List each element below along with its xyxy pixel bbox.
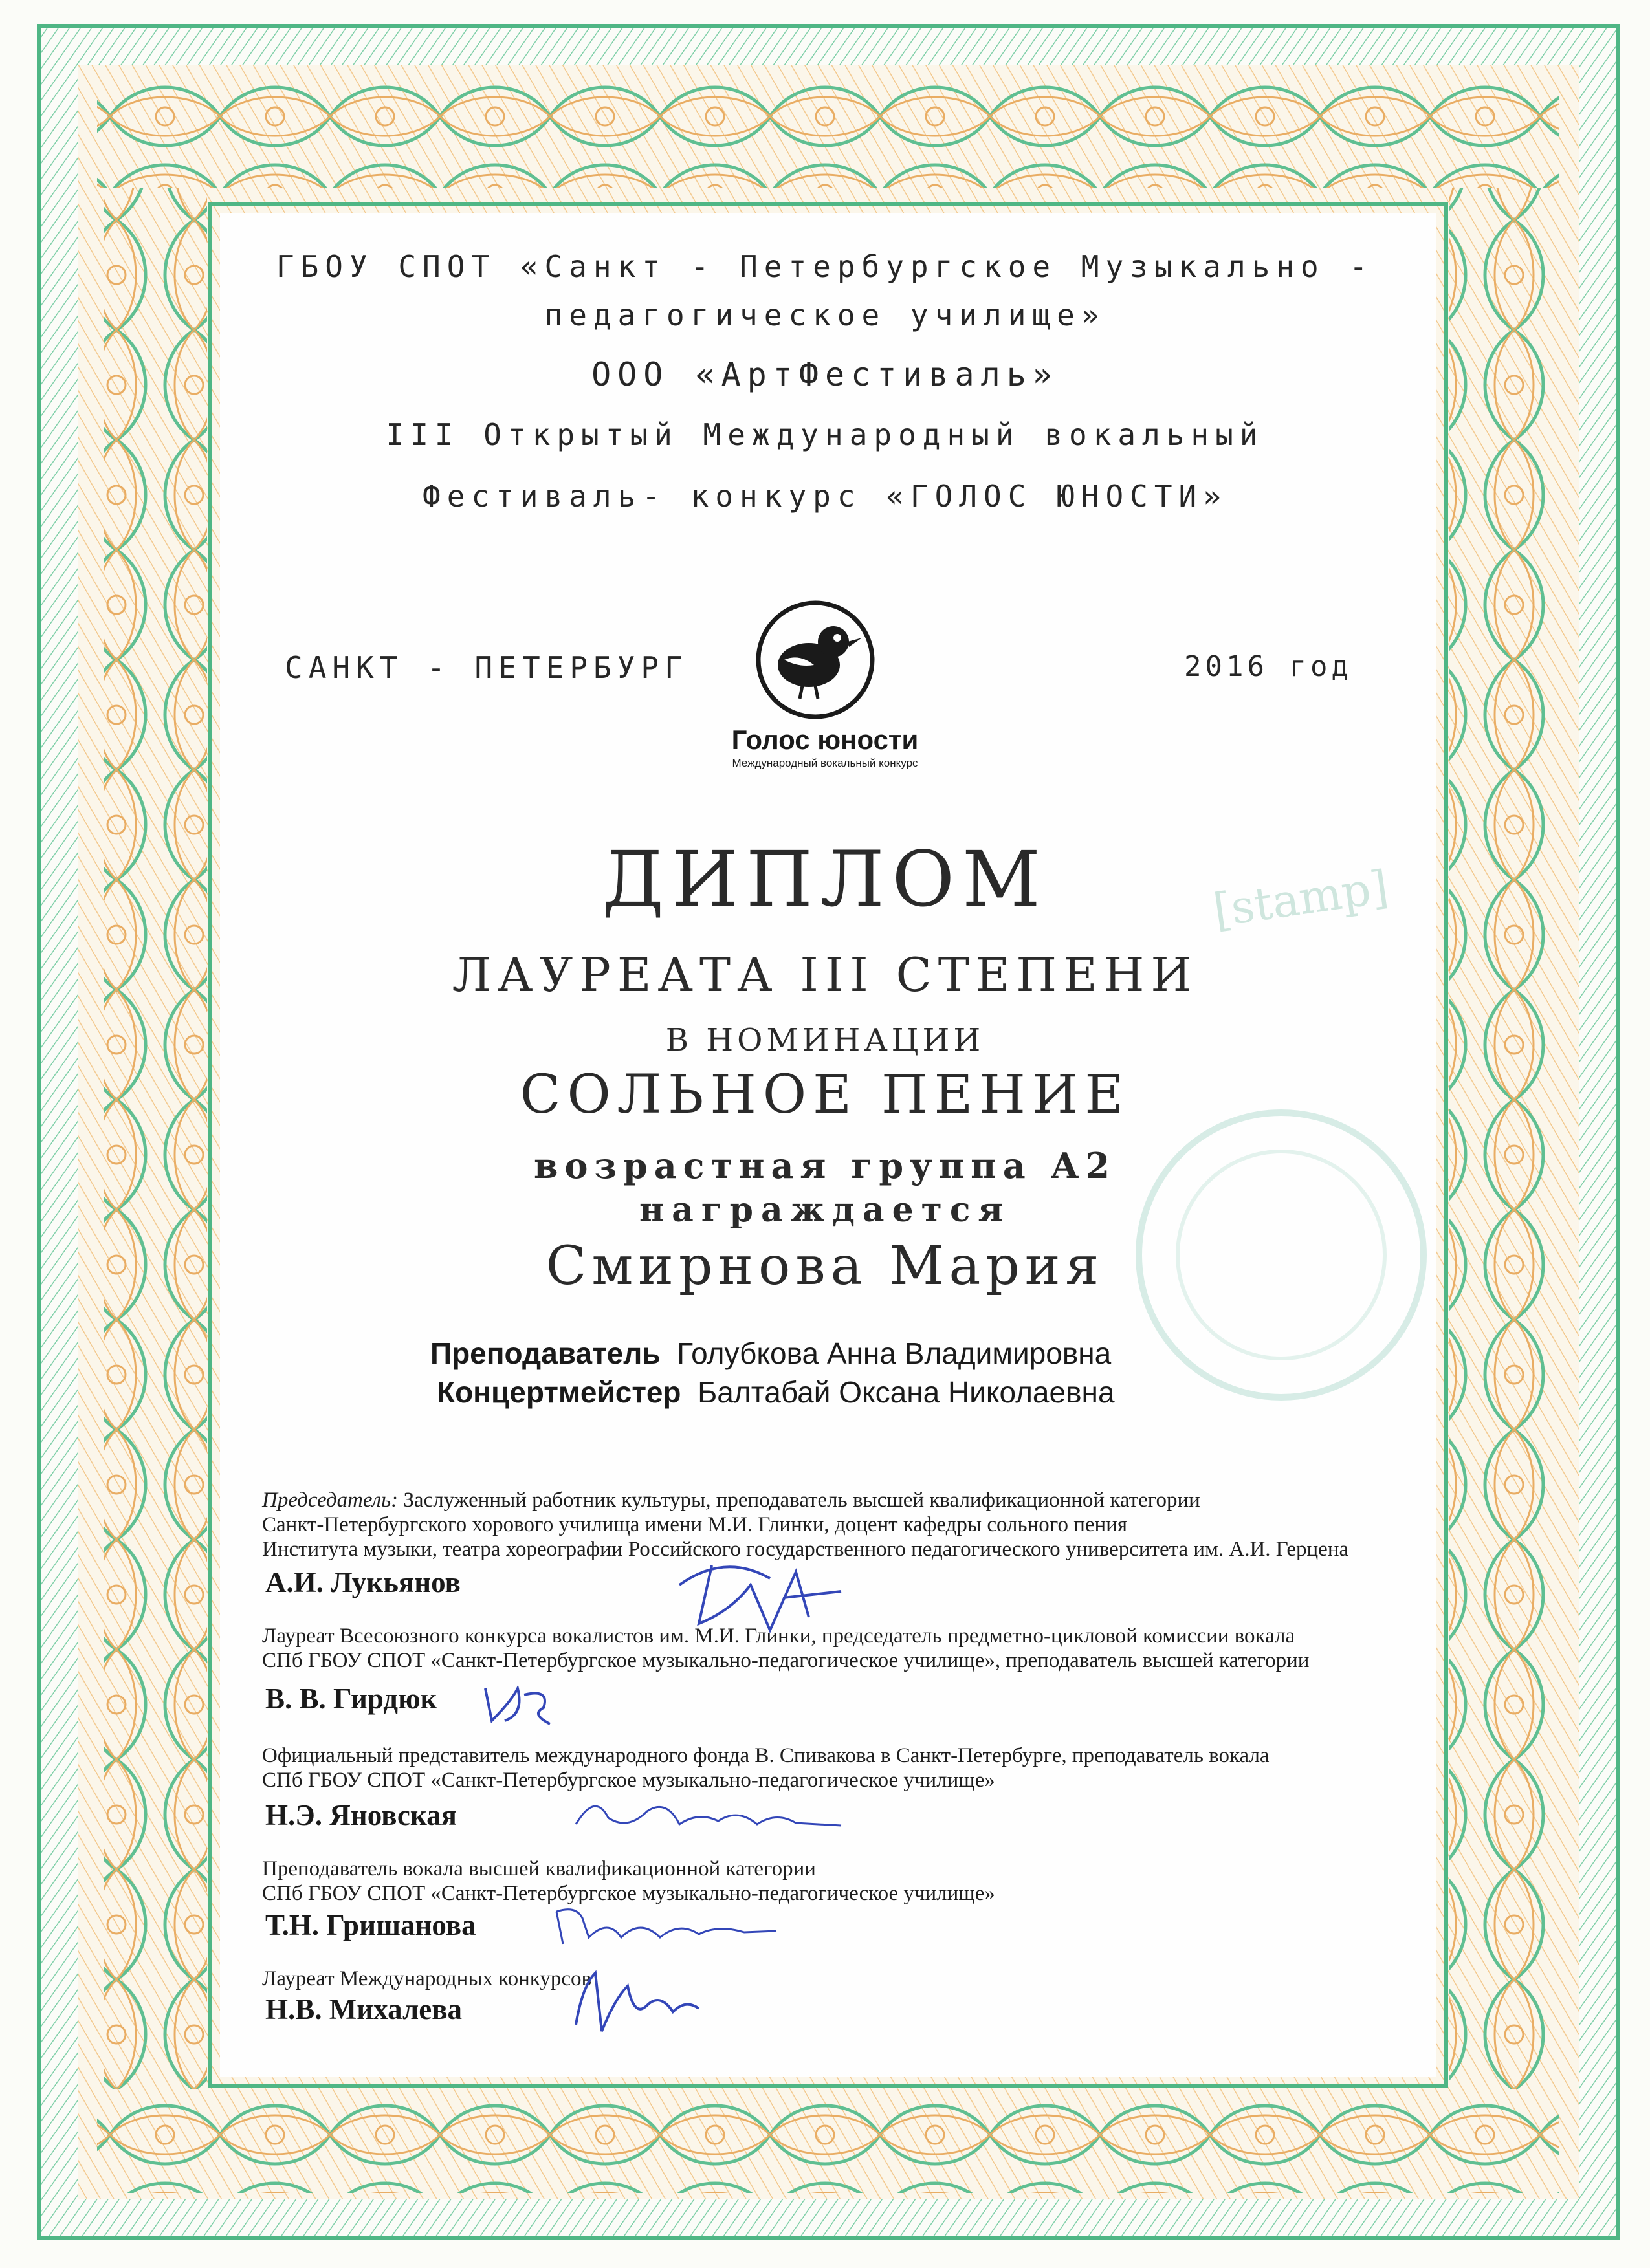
- jury-4-line-2: СПб ГБОУ СПОТ «Санкт-Петербургское музыкально-педагогическое училище»: [262, 1882, 995, 1905]
- teacher-line: [430, 1336, 1111, 1371]
- diploma-degree: ЛАУРЕАТА III СТЕПЕНИ: [452, 948, 1198, 1002]
- jury-1-line-3: Института музыки, театра хореографии Российского государственного педагогического университета им. А.И. Герцена: [262, 1538, 1349, 1561]
- jury-3-name: Н.Э. Яновская: [265, 1799, 457, 1831]
- accompanist-line: [437, 1375, 1115, 1410]
- jury-5-line-1: Лауреат Международных конкурсов: [262, 1967, 592, 1990]
- jury-2-line-1: Лауреат Всесоюзного конкурса вокалистов им. М.И. Глинки, председатель предметно-цикловой комиссии вокала: [262, 1624, 1295, 1648]
- header-line-1: ГБОУ СПОТ «Санкт - Петербургское Музыкально -: [276, 249, 1374, 284]
- jury-5-name: Н.В. Михалева: [265, 1993, 462, 2025]
- jury-1-line-1: Председатель: Заслуженный работник культуры, преподаватель высшей квалификационной категории: [262, 1488, 1200, 1512]
- header-org: ООО «АртФестиваль»: [591, 356, 1059, 393]
- nomination-prefix: В НОМИНАЦИИ: [665, 1022, 985, 1058]
- jury-2-name: В. В. Гирдюк: [265, 1683, 437, 1715]
- logo-subtitle: Международный вокальный конкурс: [732, 757, 918, 769]
- city-label: САНКТ - ПЕТЕРБУРГ: [285, 650, 688, 685]
- jury-4-name: Т.Н. Гришанова: [265, 1909, 476, 1941]
- jury-1-line-2: Санкт-Петербургского хорового училища имени М.И. Глинки, доцент кафедры сольного пения: [262, 1513, 1127, 1536]
- age-group: возрастная группа А2: [533, 1145, 1117, 1186]
- signature-5: [563, 1960, 705, 2044]
- jury-3-line-2: СПб ГБОУ СПОТ «Санкт-Петербургское музыкально-педагогическое училище»: [262, 1769, 995, 1792]
- header-festival-line-1: III Открытый Международный вокальный: [386, 417, 1264, 452]
- signature-1: [673, 1540, 854, 1637]
- accompanist-name: Балтабай Оксана Николаевна: [698, 1375, 1115, 1409]
- jury-1-name: А.И. Лукьянов: [265, 1566, 461, 1598]
- signature-4: [550, 1899, 783, 1957]
- teacher-label: Преподаватель: [430, 1336, 661, 1370]
- signature-3: [569, 1785, 854, 1850]
- jury-2-line-2: СПб ГБОУ СПОТ «Санкт-Петербургское музыкально-педагогическое училище», преподаватель высшей категории: [262, 1649, 1310, 1672]
- header-festival-line-2: Фестиваль- конкурс «ГОЛОС ЮНОСТИ»: [423, 479, 1227, 514]
- year-label: 2016 год: [1184, 650, 1352, 683]
- header-line-2: педагогическое училище»: [544, 298, 1106, 333]
- accompanist-label: Концертмейстер: [437, 1375, 681, 1409]
- nomination-title: СОЛЬНОЕ ПЕНИЕ: [520, 1064, 1130, 1126]
- jury-4-line-1: Преподаватель вокала высшей квалификационной категории: [262, 1857, 816, 1881]
- diploma-title: ДИПЛОМ: [602, 834, 1048, 924]
- signature-2: [479, 1675, 576, 1734]
- svg-text:[stamp]: [stamp]: [1210, 860, 1392, 937]
- logo-title: Голос юности: [731, 725, 919, 755]
- jury-1-role: Председатель:: [262, 1488, 399, 1512]
- recipient-name: Смирнова Мария: [545, 1236, 1105, 1297]
- awarded-text: награждается: [639, 1190, 1011, 1230]
- teacher-name: Голубкова Анна Владимировна: [677, 1336, 1112, 1370]
- bird-logo-icon: [751, 595, 880, 725]
- jury-3-line-1: Официальный представитель международного фонда В. Спивакова в Санкт-Петербурге, преподаватель вокала: [262, 1744, 1270, 1767]
